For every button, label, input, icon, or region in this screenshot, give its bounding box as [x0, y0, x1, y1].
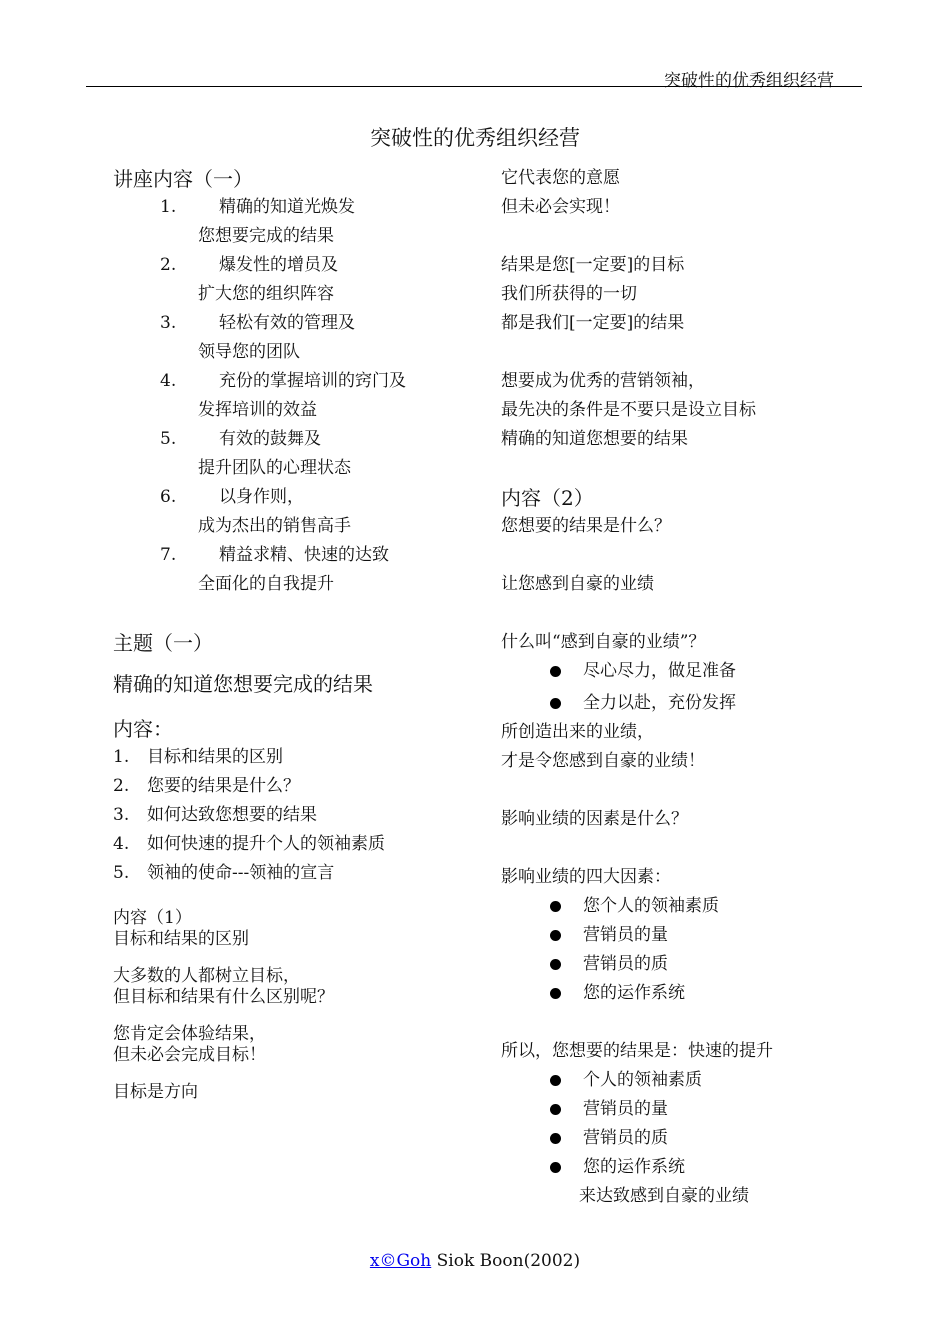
list-item — [113, 859, 483, 888]
list-item — [501, 921, 881, 950]
document-title: 突破性的优秀组织经营 — [370, 126, 580, 150]
list-item-text: 您要的结果是什么？ — [147, 776, 300, 796]
course-heading: 讲座内容（一） — [113, 167, 253, 191]
list-item — [113, 541, 483, 599]
list-item-text: 营销员的质 — [583, 954, 668, 974]
list-item — [501, 1153, 881, 1182]
bullet-icon — [550, 1104, 561, 1115]
list-number: 2. — [113, 776, 130, 796]
list-item — [501, 1095, 881, 1124]
list-item-subtext: 提升团队的心理状态 — [198, 458, 351, 478]
paragraph-line: 但未必会实现！ — [501, 197, 620, 217]
list-item-subtext: 扩大您的组织阵容 — [198, 284, 334, 304]
theme-heading: 主题（一） — [113, 631, 213, 655]
right-column — [501, 164, 881, 1211]
bullet-icon — [550, 1075, 561, 1086]
list-item-text: 充份的掌握培训的窍门及 — [219, 371, 406, 391]
paragraph-line: 所创造出来的业绩， — [501, 722, 654, 742]
list-number: 3. — [160, 313, 177, 333]
list-item — [113, 193, 483, 251]
list-item-text: 营销员的量 — [583, 925, 668, 945]
factor-list — [501, 892, 881, 1008]
question-line: 您想要的结果是什么？ — [501, 516, 671, 536]
footer — [0, 1251, 950, 1271]
list-item — [113, 367, 483, 425]
bullet-icon — [550, 1133, 561, 1144]
bullet-icon — [550, 1162, 561, 1173]
list-item-text: 精确的知道光焕发 — [219, 197, 355, 217]
list-item — [113, 772, 483, 801]
list-item-text: 轻松有效的管理及 — [219, 313, 355, 333]
list-number: 5. — [113, 863, 130, 883]
section2-heading: 内容（2） — [501, 486, 594, 510]
page-header: 突破性的优秀组织经营 — [664, 71, 834, 91]
copyright-link[interactable]: x©Goh — [369, 1251, 432, 1271]
list-item — [501, 689, 881, 718]
paragraph-line: 但未必会完成目标！ — [113, 1045, 266, 1065]
list-item — [501, 950, 881, 979]
paragraph-line: 目标是方向 — [113, 1082, 198, 1102]
list-item-text: 营销员的量 — [583, 1099, 668, 1119]
answer-line: 让您感到自豪的业绩 — [501, 574, 654, 594]
list-item-text: 精益求精、快速的达致 — [219, 545, 389, 565]
list-item — [113, 743, 483, 772]
list-item — [501, 657, 881, 686]
list-item — [501, 892, 881, 921]
conclusion-tail: 来达致感到自豪的业绩 — [579, 1186, 749, 1206]
list-item-text: 您的运作系统 — [583, 983, 685, 1003]
list-item-text: 有效的鼓舞及 — [219, 429, 321, 449]
factors-heading: 影响业绩的四大因素： — [501, 867, 671, 887]
list-item — [501, 1124, 881, 1153]
section1-heading: 内容（1） — [113, 908, 192, 928]
theme-text: 精确的知道您想要完成的结果 — [113, 672, 373, 696]
list-item-text: 您的运作系统 — [583, 1157, 685, 1177]
list-item-text: 如何达致您想要的结果 — [147, 805, 317, 825]
course-list — [113, 193, 483, 599]
bullet-icon — [550, 930, 561, 941]
list-item-text: 全力以赴，充份发挥 — [583, 693, 736, 713]
bullet-icon — [550, 666, 561, 677]
list-item-subtext: 成为杰出的销售高手 — [198, 516, 351, 536]
list-item — [113, 425, 483, 483]
bullet-list — [501, 657, 881, 718]
bullet-icon — [550, 698, 561, 709]
paragraph-line: 大多数的人都树立目标， — [113, 966, 300, 986]
paragraph-line: 最先决的条件是不要只是设立目标 — [501, 400, 756, 420]
list-item-subtext: 发挥培训的效益 — [198, 400, 317, 420]
list-number: 2. — [160, 255, 177, 275]
list-item — [113, 483, 483, 541]
list-item-text: 领袖的使命---领袖的宣言 — [147, 863, 335, 883]
list-number: 1. — [113, 747, 130, 767]
paragraph-line: 但目标和结果有什么区别呢？ — [113, 987, 334, 1007]
list-number: 6. — [160, 487, 177, 507]
list-item — [113, 830, 483, 859]
list-item-subtext: 领导您的团队 — [198, 342, 300, 362]
list-item-text: 个人的领袖素质 — [583, 1070, 702, 1090]
list-item-text: 尽心尽力，做足准备 — [583, 661, 736, 681]
list-number: 5. — [160, 429, 177, 449]
list-item-text: 您个人的领袖素质 — [583, 896, 719, 916]
header-divider — [86, 86, 862, 87]
list-item-text: 如何快速的提升个人的领袖素质 — [147, 834, 385, 854]
paragraph-line: 我们所获得的一切 — [501, 284, 637, 304]
content-heading: 内容： — [113, 717, 173, 741]
list-item-text: 目标和结果的区别 — [147, 747, 283, 767]
content-list — [113, 743, 483, 888]
paragraph-line: 才是令您感到自豪的业绩！ — [501, 751, 705, 771]
list-item — [501, 979, 881, 1008]
list-item-text: 营销员的质 — [583, 1128, 668, 1148]
bullet-icon — [550, 901, 561, 912]
list-item-subtext: 您想要完成的结果 — [198, 226, 334, 246]
left-column — [113, 164, 483, 1103]
list-item-subtext: 全面化的自我提升 — [198, 574, 334, 594]
conclusion-list — [501, 1066, 881, 1182]
paragraph-line: 它代表您的意愿 — [501, 168, 620, 188]
list-item — [113, 251, 483, 309]
paragraph-line: 结果是您[一定要]的目标 — [501, 255, 685, 275]
conclusion-heading: 所以，您想要的结果是：快速的提升 — [501, 1041, 773, 1061]
section1-subheading: 目标和结果的区别 — [113, 929, 249, 949]
list-number: 4. — [160, 371, 177, 391]
list-item-text: 爆发性的增员及 — [219, 255, 338, 275]
paragraph-line: 精确的知道您想要的结果 — [501, 429, 688, 449]
list-number: 1. — [160, 197, 177, 217]
question-line: 什么叫“感到自豪的业绩”？ — [501, 632, 706, 652]
list-item-text: 以身作则， — [219, 487, 304, 507]
paragraph-line: 您肯定会体验结果， — [113, 1024, 266, 1044]
list-item — [501, 1066, 881, 1095]
bullet-icon — [550, 988, 561, 999]
list-number: 7. — [160, 545, 177, 565]
bullet-icon — [550, 959, 561, 970]
footer-author: Siok Boon(2002) — [431, 1251, 581, 1271]
list-item — [113, 309, 483, 367]
list-number: 4. — [113, 834, 130, 854]
question-line: 影响业绩的因素是什么？ — [501, 809, 688, 829]
list-number: 3. — [113, 805, 130, 825]
paragraph-line: 想要成为优秀的营销领袖， — [501, 371, 705, 391]
paragraph-line: 都是我们[一定要]的结果 — [501, 313, 685, 333]
list-item — [113, 801, 483, 830]
